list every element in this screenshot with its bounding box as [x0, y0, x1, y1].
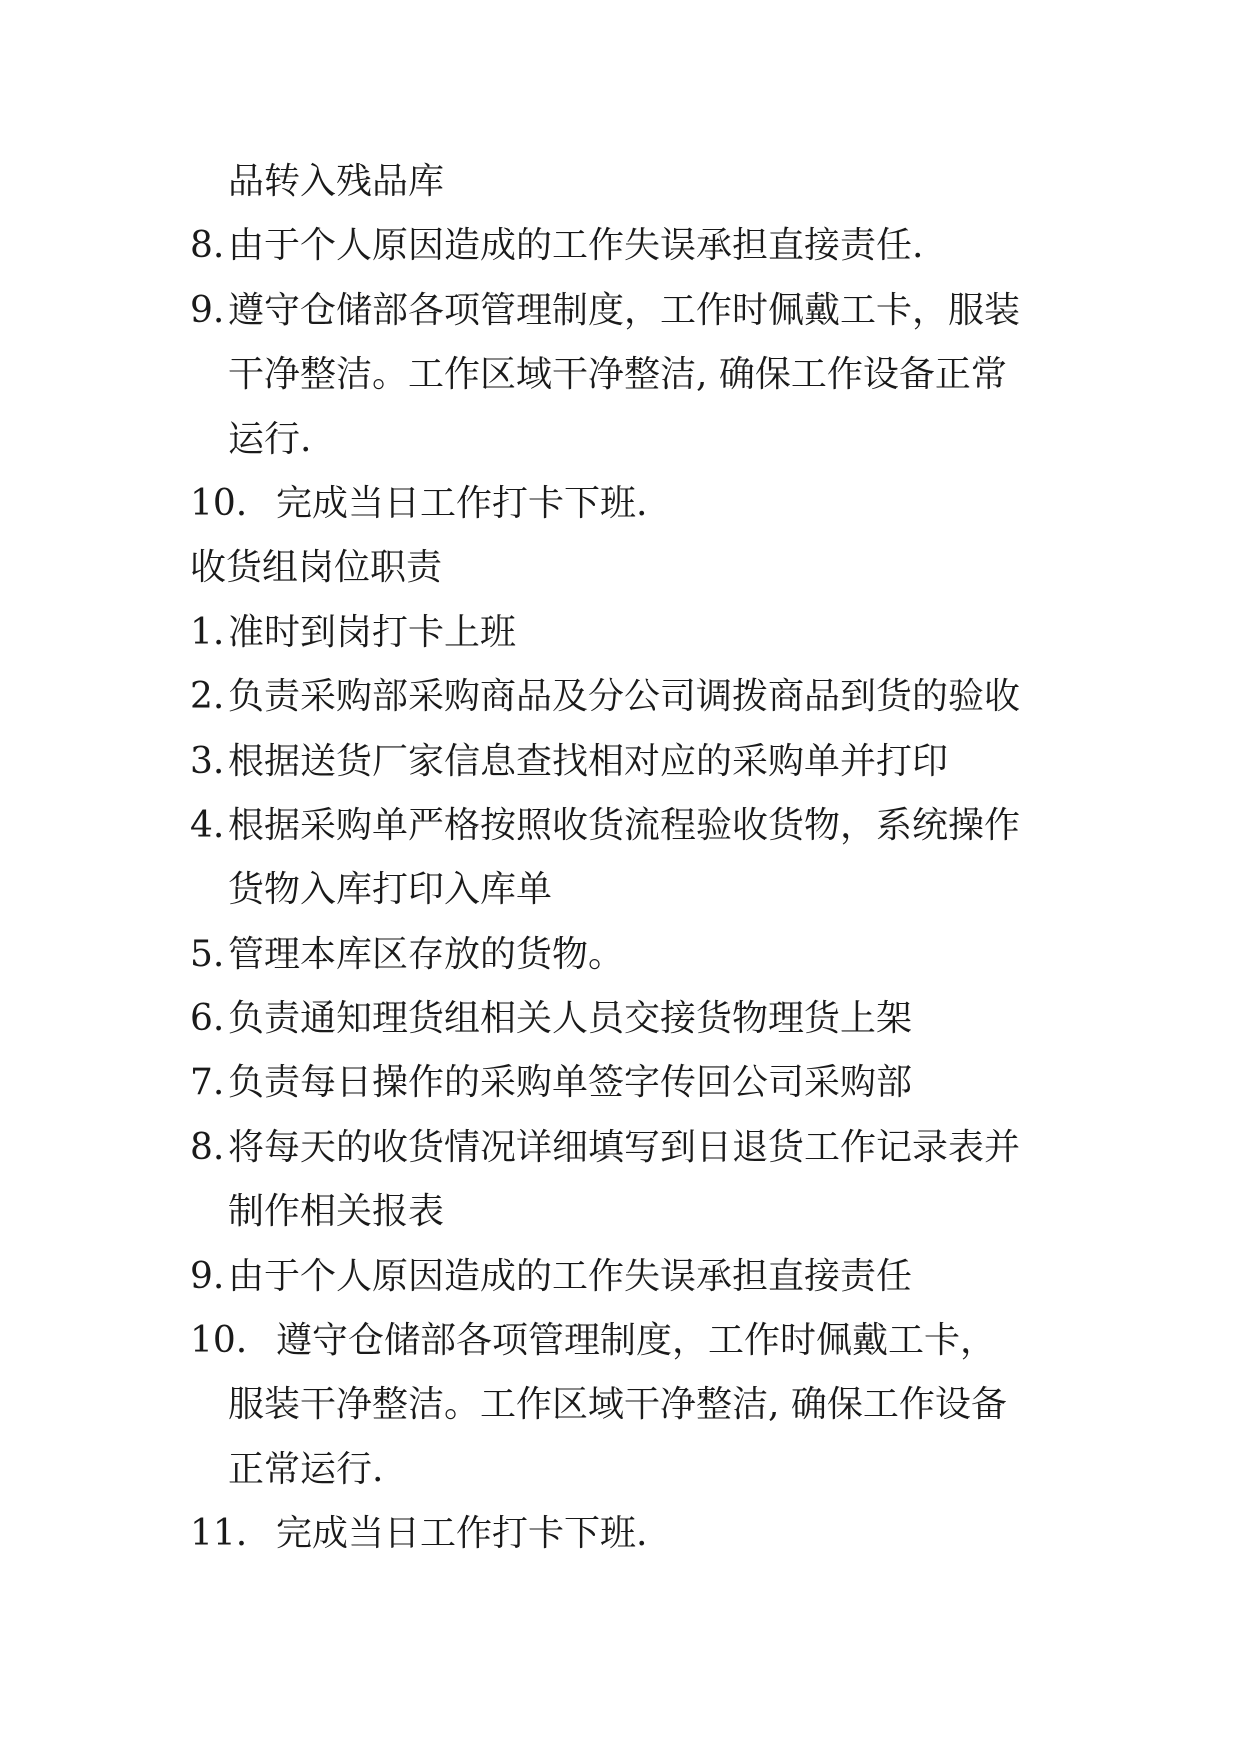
- item-number: 3.: [190, 740, 225, 782]
- item-text: 干净整洁。工作区域干净整洁, 确保工作设备正常: [228, 354, 1007, 396]
- item-text: 由于个人原因造成的工作失误承担直接责任.: [228, 225, 924, 267]
- item-number: 9.: [190, 1255, 225, 1297]
- item-text: 由于个人原因造成的工作失误承担直接责任: [228, 1255, 913, 1297]
- section-title-text: 收货组岗位职责: [190, 547, 443, 589]
- list-item-b4-cont: [190, 858, 1090, 922]
- item-number: 9.: [190, 289, 225, 331]
- item-text: 负责每日操作的采购单签字传回公司采购部: [228, 1062, 913, 1104]
- item-number: 4.: [190, 804, 225, 846]
- continuation-line: [190, 150, 1090, 214]
- list-item-a9-cont: [190, 343, 1090, 407]
- list-item-b10: [190, 1309, 1090, 1373]
- item-text: 完成当日工作打卡下班.: [276, 1513, 648, 1555]
- item-text: 遵守仓储部各项管理制度，工作时佩戴工卡，服装: [228, 289, 1021, 331]
- item-number: 6.: [190, 998, 225, 1040]
- item-number: 11.: [190, 1513, 248, 1555]
- item-number: 2.: [190, 676, 225, 718]
- list-item-b11: [190, 1502, 1090, 1566]
- item-text: 根据送货厂家信息查找相对应的采购单并打印: [228, 740, 949, 782]
- list-item-b8: [190, 1116, 1090, 1180]
- item-text: 管理本库区存放的货物。: [228, 933, 625, 975]
- item-text: 正常运行.: [228, 1448, 384, 1490]
- item-number: 8.: [190, 225, 225, 267]
- list-item-b8-cont: [190, 1180, 1090, 1244]
- item-text: 货物入库打印入库单: [228, 869, 553, 911]
- item-number: 7.: [190, 1062, 225, 1104]
- list-item-a8: [190, 214, 1090, 278]
- item-number: 10.: [190, 1320, 248, 1362]
- item-number: 10.: [190, 482, 248, 524]
- document-body: [190, 150, 1090, 1567]
- list-item-b9: [190, 1245, 1090, 1309]
- item-text: 根据采购单严格按照收货流程验收货物，系统操作: [228, 804, 1021, 846]
- list-item-a9: [190, 279, 1090, 343]
- list-item-b10-cont: [190, 1373, 1090, 1437]
- item-text: 制作相关报表: [228, 1191, 445, 1233]
- item-number: 5.: [190, 933, 225, 975]
- list-item-a9-cont: [190, 408, 1090, 472]
- item-text: 负责采购部采购商品及分公司调拨商品到货的验收: [228, 676, 1021, 718]
- continuation-text: 品转入残品库: [228, 161, 445, 202]
- item-text: 遵守仓储部各项管理制度，工作时佩戴工卡，: [276, 1320, 997, 1362]
- list-item-b3: [190, 730, 1090, 794]
- item-text: 将每天的收货情况详细填写到日退货工作记录表并: [228, 1126, 1021, 1168]
- item-text: 完成当日工作打卡下班.: [276, 482, 648, 524]
- list-item-b2: [190, 665, 1090, 729]
- item-number: 8.: [190, 1126, 225, 1168]
- list-item-b7: [190, 1051, 1090, 1115]
- list-item-b6: [190, 987, 1090, 1051]
- item-number: 1.: [190, 611, 225, 653]
- item-text: 准时到岗打卡上班: [228, 611, 517, 653]
- list-item-b10-cont: [190, 1438, 1090, 1502]
- section-title: [190, 536, 1090, 600]
- item-text: 负责通知理货组相关人员交接货物理货上架: [228, 998, 913, 1040]
- item-text: 服装干净整洁。工作区域干净整洁, 确保工作设备: [228, 1384, 1007, 1426]
- list-item-b4: [190, 794, 1090, 858]
- list-item-a10: [190, 472, 1090, 536]
- item-text: 运行.: [228, 418, 312, 460]
- list-item-b1: [190, 601, 1090, 665]
- list-item-b5: [190, 923, 1090, 987]
